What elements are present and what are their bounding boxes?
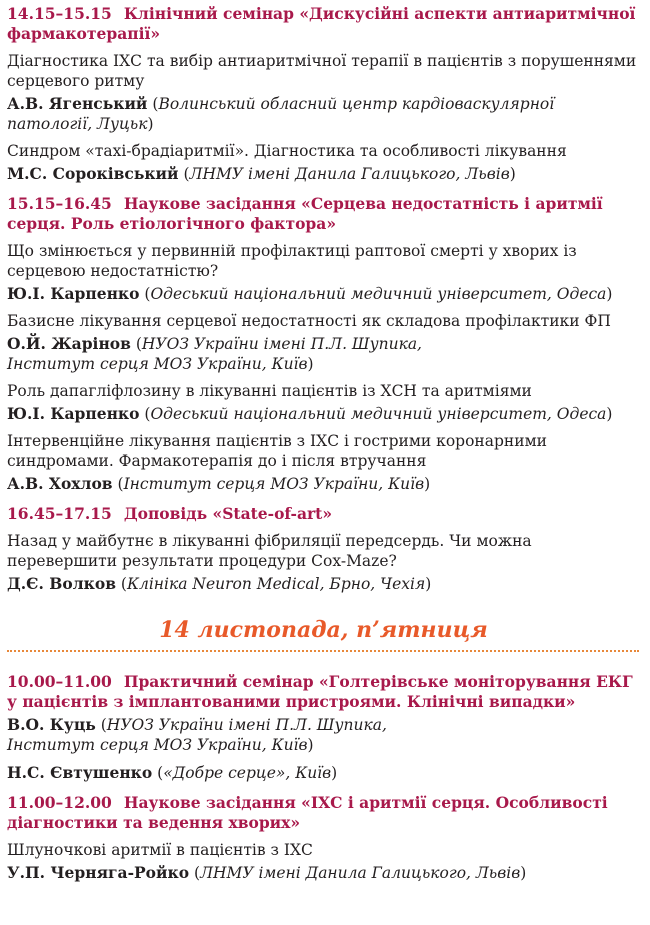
speaker-name: А.В. Хохлов [7, 474, 113, 493]
speaker-affiliation: «Добре серце», Київ [163, 764, 332, 782]
talk [7, 431, 640, 494]
day-heading: 14 листопада, п’ятниця [159, 617, 488, 643]
speaker-name: Ю.І. Карпенко [7, 404, 140, 423]
talk [7, 141, 640, 184]
speaker: М.С. Сороківський (ЛНМУ імені Данила Галицького, Львів) [7, 164, 516, 183]
session-1 [7, 4, 640, 184]
speaker: А.В. Хохлов (Інститут серця МОЗ України, Київ) [7, 474, 431, 493]
speaker-affiliation: Інститут серця МОЗ України, Київ [7, 355, 308, 373]
speaker-name: А.В. Ягенський [7, 94, 148, 113]
speaker-affiliation: Волинський обласний центр кардіоваскулярної патології, Луцьк [7, 95, 555, 133]
talk-title: Інтервенційне лікування пацієнтів з ІХС і гострими коронарними синдромами. Фармакотерапія до і після втручання [7, 432, 547, 470]
session-3 [7, 504, 640, 594]
talk [7, 381, 640, 424]
talk [7, 311, 640, 374]
session-name: Практичний семінар «Голтерівське моніторування ЕКГ у пацієнтів з імплантованими пристроями. Клінічні випадки» [7, 672, 633, 711]
session-name: Наукове засідання «ІХС і аритмії серця. Особливості діагностики та ведення хворих» [7, 793, 608, 832]
session-name: Наукове засідання «Серцева недостатність і аритмії серця. Роль етіологічного фактора» [7, 194, 603, 233]
speaker: А.В. Ягенський (Волинський обласний центр кардіоваскулярної патології, Луцьк) [7, 94, 555, 133]
talk-title: Шлуночкові аритмії в пацієнтів з ІХС [7, 841, 313, 859]
talk [7, 531, 640, 594]
session-2 [7, 194, 640, 494]
session-time: 10.00–11.00 [7, 672, 112, 691]
speaker: Д.Є. Волков (Клініка Neuron Medical, Брно, Чехія) [7, 574, 432, 593]
speaker: Н.С. Євтушенко («Добре серце», Київ) [7, 763, 338, 782]
speaker-affiliation: ЛНМУ імені Данила Галицького, Львів [189, 165, 510, 183]
speaker-name: Н.С. Євтушенко [7, 763, 153, 782]
session-title [7, 672, 640, 712]
session-5 [7, 793, 640, 883]
session-4 [7, 672, 640, 783]
session-title [7, 194, 640, 234]
talk-title: Діагностика ІХС та вибір антиаритмічної терапії в пацієнтів з порушеннями серцевого ритму [7, 52, 637, 90]
session-title [7, 504, 640, 524]
session-time: 14.15–15.15 [7, 4, 112, 23]
session-time: 11.00–12.00 [7, 793, 112, 812]
speaker-affiliation: ЛНМУ імені Данила Галицького, Львів [200, 864, 521, 882]
talk-title: Назад у майбутнє в лікуванні фібриляції передсердь. Чи можна перевершити результати процедури Cox-Maze? [7, 532, 532, 570]
speaker-affiliation: НУОЗ України імені П.Л. Шупика, [106, 716, 387, 734]
speaker-affiliation: Клініка Neuron Medical, Брно, Чехія [126, 575, 426, 593]
talk-title: Роль дапагліфлозину в лікуванні пацієнтів із ХСН та аритміями [7, 382, 532, 400]
speaker-name: В.О. Куць [7, 715, 96, 734]
speaker-name: У.П. Черняга-Ройко [7, 863, 190, 882]
session-time: 15.15–16.45 [7, 194, 112, 213]
speaker: У.П. Черняга-Ройко (ЛНМУ імені Данила Галицького, Львів) [7, 863, 527, 882]
speaker: О.Й. Жарінов (НУОЗ України імені П.Л. Шупика, Інститут серця МОЗ України, Київ) [7, 334, 422, 373]
speaker-name: Д.Є. Волков [7, 574, 116, 593]
speaker: Ю.І. Карпенко (Одеський національний медичний університет, Одеса) [7, 404, 613, 423]
session-name: Доповідь «State-of-art» [123, 504, 333, 523]
speaker-affiliation: Інститут серця МОЗ України, Київ [123, 475, 425, 493]
speaker: В.О. Куць (НУОЗ України імені П.Л. Шупика, Інститут серця МОЗ України, Київ) [7, 715, 387, 754]
speaker-affiliation: НУОЗ України імені П.Л. Шупика, [141, 335, 422, 353]
speaker-affiliation: Одеський національний медичний університет, Одеса [150, 285, 607, 303]
speaker-affiliation: Одеський національний медичний університет, Одеса [150, 405, 607, 423]
session-title [7, 4, 640, 44]
session-title [7, 793, 640, 833]
speaker-name: О.Й. Жарінов [7, 334, 131, 353]
talk-title: Що змінюється у первинній профілактиці раптової смерті у хворих із серцевою недостатністю? [7, 242, 577, 280]
session-name: Клінічний семінар «Дискусійні аспекти антиаритмічної фармакотерапії» [7, 4, 636, 43]
session-time: 16.45–17.15 [7, 504, 112, 523]
talk-title: Базисне лікування серцевої недостатності як складова профілактики ФП [7, 312, 611, 330]
speaker: Ю.І. Карпенко (Одеський національний медичний університет, Одеса) [7, 284, 613, 303]
speaker-name: М.С. Сороківський [7, 164, 179, 183]
speaker-affiliation: Інститут серця МОЗ України, Київ [7, 736, 308, 754]
talk-title: Синдром «тахі-брадіаритмії». Діагностика та особливості лікування [7, 142, 567, 160]
talk [7, 51, 640, 134]
speaker-name: Ю.І. Карпенко [7, 284, 140, 303]
talk [7, 840, 640, 883]
talk [7, 241, 640, 304]
